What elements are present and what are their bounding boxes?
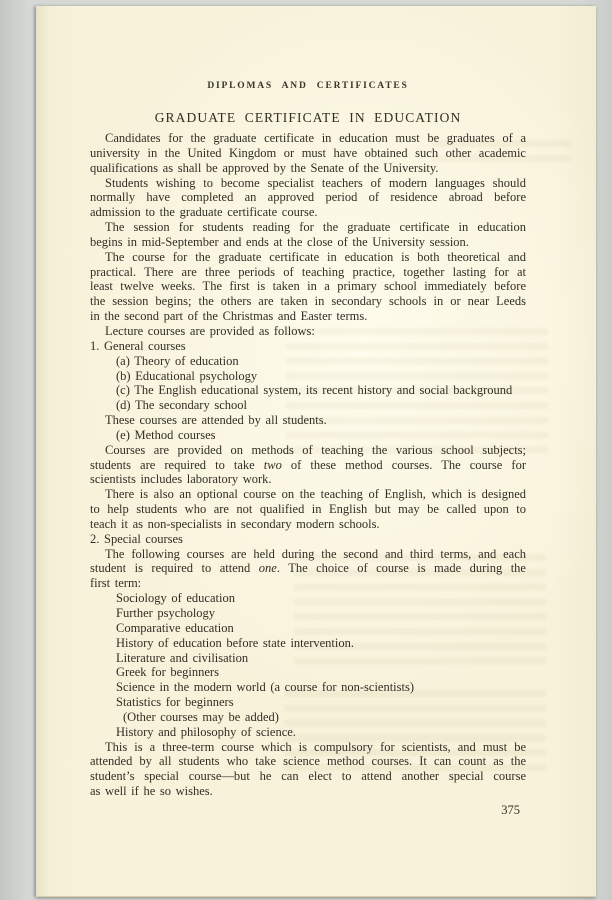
text-line: scientists includes laboratory work. [90,472,272,487]
text-line: admission to the graduate certificate course. [90,205,318,220]
text-line: Sociology of education [116,591,235,606]
text-line: (c) The English educational system, its recent history and social background [116,383,513,398]
text-line: as well if he so wishes. [90,784,213,799]
text-line: teach it as non-specialists in secondary modern schools. [90,516,380,531]
text-line: qualifications as shall be approved by the Senate of the University. [90,160,439,175]
text-line: 2. Special courses [90,531,183,546]
text-line: History of education before state intervention. [116,635,354,650]
text-line: Science in the modern world (a course for non-scientists) [116,680,415,695]
text-line: Students wishing to become specialist teachers of modern languages should [105,175,526,190]
text-line: Greek for beginners [116,665,219,680]
running-header: DIPLOMAS AND CERTIFICATES [207,81,409,91]
text-line: Comparative education [116,620,234,635]
text-line: (Other courses may be added) [123,709,279,724]
text-line: There is also an optional course on the teaching of English, which is designed [105,487,526,502]
text-line: Courses are provided on methods of teaching the various school subjects; [105,442,526,457]
text-line: (b) Educational psychology [116,368,258,383]
text-line: normally have completed an approved period of residence abroad before [90,190,526,205]
text-line: attended by all students who take science method courses. It can count as the [90,754,526,769]
text-line: The course for the graduate certificate in education is both theoretical and [105,249,526,264]
text-line: The session for students reading for the graduate certificate in education [105,220,526,235]
text-line: Statistics for beginners [116,695,234,710]
text-line: Candidates for the graduate certificate in education must be graduates of a [105,131,526,145]
text-line: (d) The secondary school [116,398,247,413]
book-page [36,6,596,897]
text-line: least twelve weeks. The first is taken in a primary school immediately before [90,279,526,294]
text-line: student’s special course—but he can elect to attend another special course [90,769,526,784]
text-line: (a) Theory of education [116,353,239,368]
text-line: first term: [90,576,142,591]
page-title: GRADUATE CERTIFICATE IN EDUCATION [154,110,462,125]
text-line: in the second part of the Christmas and Easter terms. [90,309,368,324]
text-line: The following courses are held during the second and third terms, and each [105,546,526,561]
text-line: the session begins; the others are taken in secondary schools in or near Leeds [90,294,526,309]
text-line: History and philosophy of science. [116,724,296,739]
text-line: Lecture courses are provided as follows: [105,323,315,338]
text-line: university in the United Kingdom or must have obtained such other academic [90,145,526,160]
text-line: practical. There are three periods of teaching practice, together lasting for at [90,264,526,279]
text-block [90,131,526,799]
text-line: (e) Method courses [116,427,216,442]
text-line: Further psychology [116,606,216,620]
text-line: to help students who are not qualified in English but may be called upon to [90,502,526,517]
text-line: This is a three-term course which is compulsory for scientists, and must be [105,739,526,754]
text-line: These courses are attended by all students. [105,413,327,428]
text-line: student is required to attend one. The choice of course is made during the [90,561,526,576]
text-line: students are required to take two of these method courses. The course for [90,457,526,472]
text-line: Literature and civilisation [116,650,249,665]
text-line: 1. General courses [90,338,186,353]
text-line: begins in mid-September and ends at the close of the University session. [90,234,469,249]
page-number: 375 [501,803,520,817]
